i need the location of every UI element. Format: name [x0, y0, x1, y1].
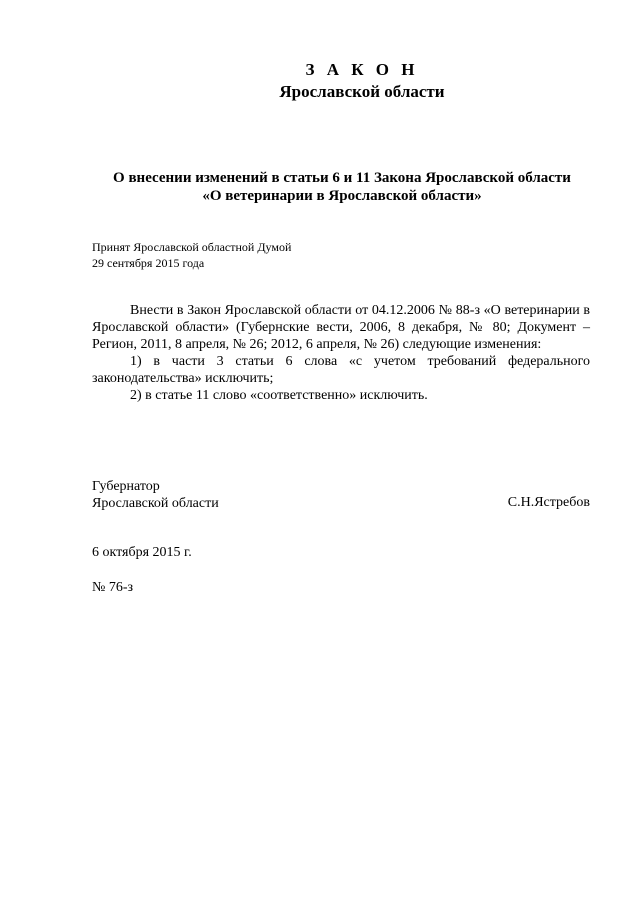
- law-title-line-1: О внесении изменений в статьи 6 и 11 Закона Ярославской области: [113, 170, 571, 186]
- adoption-note: Принят Ярославской областной Думой: [92, 240, 292, 254]
- law-body-intro: Внести в Закон Ярославской области от 04.12.2006 № 88-з «О ветеринарии в Ярославской области» (Губернские вести, 2006, 8 декабря, № 80; Документ – Регион, 2011, 8 апреля, № 26; 2012, 6 апреля, № 26) следующие изменения:: [92, 303, 590, 352]
- law-body-item-1: 1) в части 3 статьи 6 слова «с учетом требований федерального законодательства» исключить;: [92, 354, 590, 386]
- signatory-title: [92, 478, 219, 512]
- document-type-heading: З А К О Н: [305, 60, 419, 79]
- signing-date: 6 октября 2015 г.: [92, 545, 192, 560]
- signatory-title-line-1: Губернатор: [92, 479, 160, 494]
- region-heading: Ярославской области: [279, 82, 445, 101]
- law-number: № 76-з: [92, 580, 134, 595]
- adoption-date: 29 сентября 2015 года: [92, 256, 205, 270]
- signatory-name: С.Н.Ястребов: [507, 495, 590, 510]
- law-body: [92, 302, 590, 404]
- signatory-title-line-2: Ярославской области: [92, 496, 219, 511]
- law-body-item-2: 2) в статье 11 слово «соответственно» исключить.: [130, 388, 428, 403]
- law-title-line-2: «О ветеринарии в Ярославской области»: [202, 188, 482, 204]
